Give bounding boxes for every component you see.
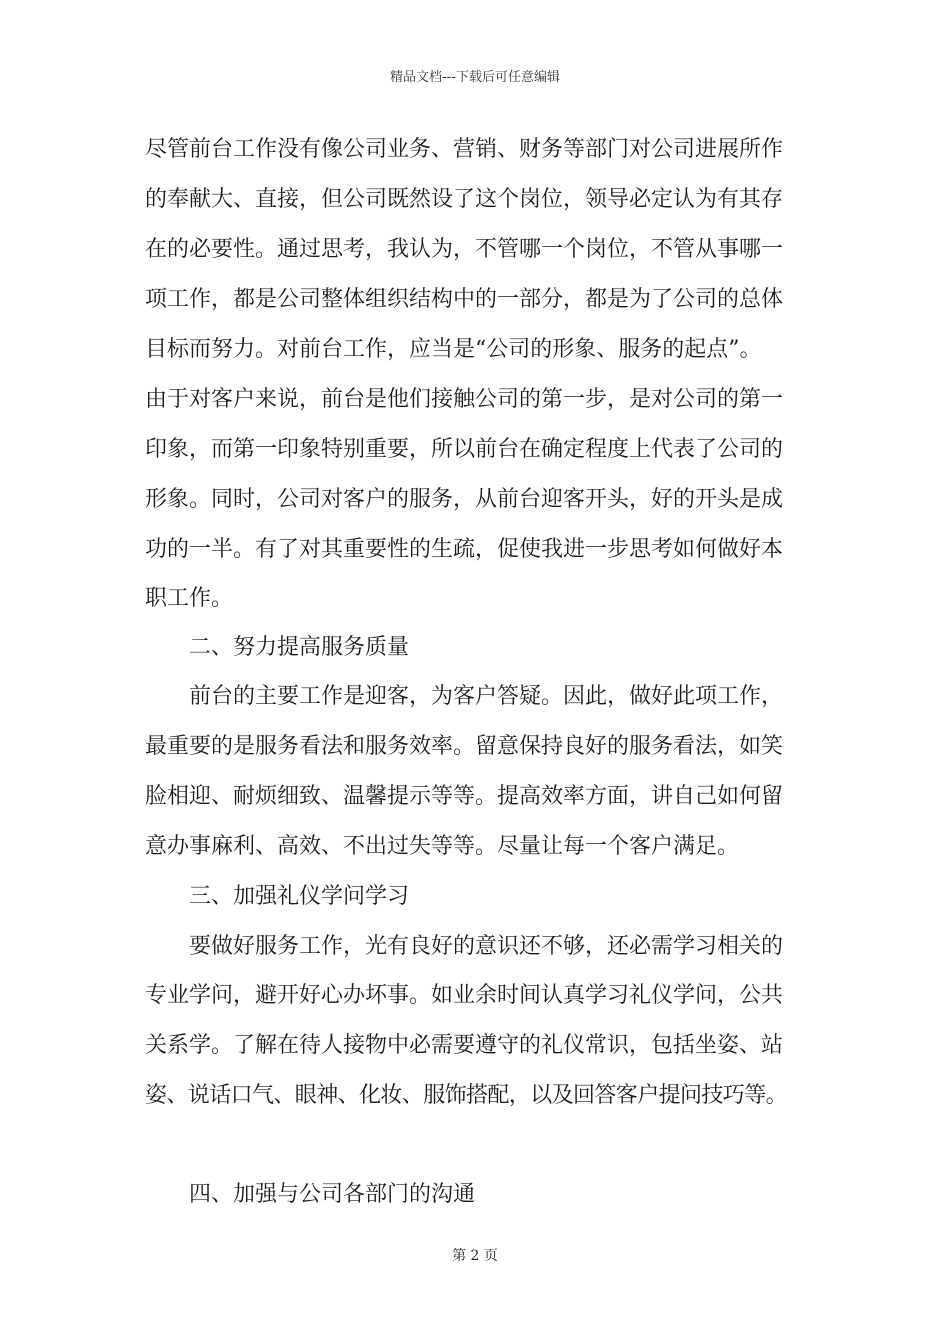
paragraph-line: 要做好服务工作，光有良好的意识还不够，还必需学习相关的 bbox=[189, 934, 784, 959]
paragraph-line: 的奉献大、直接，但公司既然设了这个岗位，领导必定认为有其存 bbox=[145, 187, 784, 212]
paragraph-line: 姿、说话口气、眼神、化妆、服饰搭配，以及回答客户提问技巧等。 bbox=[145, 1083, 788, 1108]
section-heading: 三、加强礼仪学问学习 bbox=[189, 884, 410, 909]
paragraph-line: 关系学。了解在待人接物中必需要遵守的礼仪常识，包括坐姿、站 bbox=[145, 1033, 784, 1058]
paragraph-line: 在的必要性。通过思考，我认为，不管哪一个岗位，不管从事哪一 bbox=[145, 237, 784, 262]
paragraph-line: 功的一半。有了对其重要性的生疏，促使我进一步思考如何做好本 bbox=[145, 537, 784, 562]
paragraph-line: 最重要的是服务看法和服务效率。留意保持良好的服务看法，如笑 bbox=[145, 734, 784, 759]
paragraph-line: 意办事麻利、高效、不出过失等等。尽量让每一个客户满足。 bbox=[145, 834, 740, 859]
paragraph-line: 印象，而第一印象特别重要，所以前台在确定程度上代表了公司的 bbox=[145, 437, 784, 462]
paragraph-line: 脸相迎、耐烦细致、温馨提示等等。提高效率方面，讲自己如何留 bbox=[145, 784, 784, 809]
paragraph-line: 尽管前台工作没有像公司业务、营销、财务等部门对公司进展所作 bbox=[145, 137, 784, 162]
paragraph-line: 职工作。 bbox=[145, 586, 234, 611]
page-header: 精品文档---下载后可任意编辑 bbox=[389, 70, 561, 85]
paragraph-line: 前台的主要工作是迎客，为客户答疑。因此，做好此项工作， bbox=[189, 684, 784, 709]
paragraph-line: 项工作，都是公司整体组织结构中的一部分，都是为了公司的总体 bbox=[145, 287, 784, 312]
section-heading: 二、努力提高服务质量 bbox=[189, 635, 410, 660]
paragraph-line: 由于对客户来说，前台是他们接触公司的第一步，是对公司的第一 bbox=[145, 387, 784, 412]
paragraph-line: 专业学问，避开好心办坏事。如业余时间认真学习礼仪学问，公共 bbox=[145, 983, 784, 1008]
section-heading: 四、加强与公司各部门的沟通 bbox=[189, 1182, 476, 1207]
page-number: 第 2 页 bbox=[452, 1248, 498, 1264]
paragraph-line: 形象。同时，公司对客户的服务，从前台迎客开头，好的开头是成 bbox=[145, 487, 784, 512]
paragraph-line: 目标而努力。对前台工作，应当是“公司的形象、服务的起点”。 bbox=[145, 337, 762, 362]
